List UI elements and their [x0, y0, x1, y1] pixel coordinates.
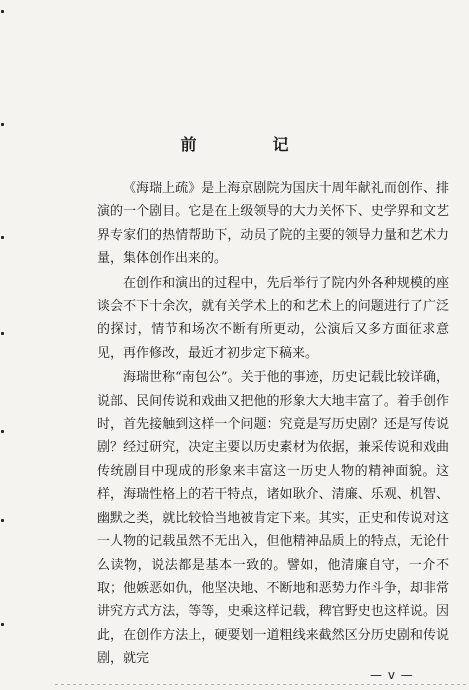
edge-speck [1, 332, 4, 335]
paragraph-2: 在创作和演出的过程中，先后举行了院内外各种规模的座谈会不下十余次，就有关学术上的和艺术上的问题进行了广泛的探讨，情节和场次不断有所更动，公演后又多方面征求意见，再作修改，最近才初步定下稿来。 [97, 275, 449, 361]
edge-speck [1, 236, 4, 239]
edge-speck [1, 123, 4, 126]
edge-speck [1, 430, 4, 433]
edge-speck [1, 10, 4, 13]
edge-speck [1, 519, 4, 522]
scan-bottom-edge [55, 684, 469, 685]
scan-left-edge [0, 0, 6, 690]
paragraph-3: 海瑞世称“南包公”。关于他的事迹，历史记载比较详确，说部、民间传说和戏曲又把他的形象大大地丰富了。着手创作时，首先接触到这样一个问题：究竟是写历史剧？还是写传说剧？经过研究，决定主要以历史素材为依据，兼采传说和戏曲传统剧目中现成的形象来丰富这一历史人物的精神面貌。这样，海瑞性格上的若干特点，诸如耿介、清廉、乐观、机智、幽默之类，就比较恰当地被肯定下来。其实，正史和传说对这一人物的记载虽然不无出入，但他精神品质上的特点，无论什么读物，说法都是基本一致的。譬如，他清廉自守，一介不取；他嫉恶如仇，他坚决地、不断地和恶势力作斗争，却非常讲究方式方法，等等，史乘这样记载，稗官野史也这样说。因此，在创作方法上，硬要划一道粗线来截然区分历史剧和传说剧，就完 [97, 370, 449, 667]
edge-speck [1, 623, 4, 626]
page-number: — v — [370, 668, 414, 682]
paragraph-1: 《海瑞上疏》是上海京剧院为国庆十周年献礼而创作、排演的一个剧目。它是在上级领导的大力关怀下、史学界和文艺界专家们的热情帮助下，动员了院的主要的领导力量和艺术力量，集体创作出来的。 [97, 181, 449, 267]
page-title: 前 记 [180, 135, 319, 154]
preface-body [97, 177, 449, 671]
